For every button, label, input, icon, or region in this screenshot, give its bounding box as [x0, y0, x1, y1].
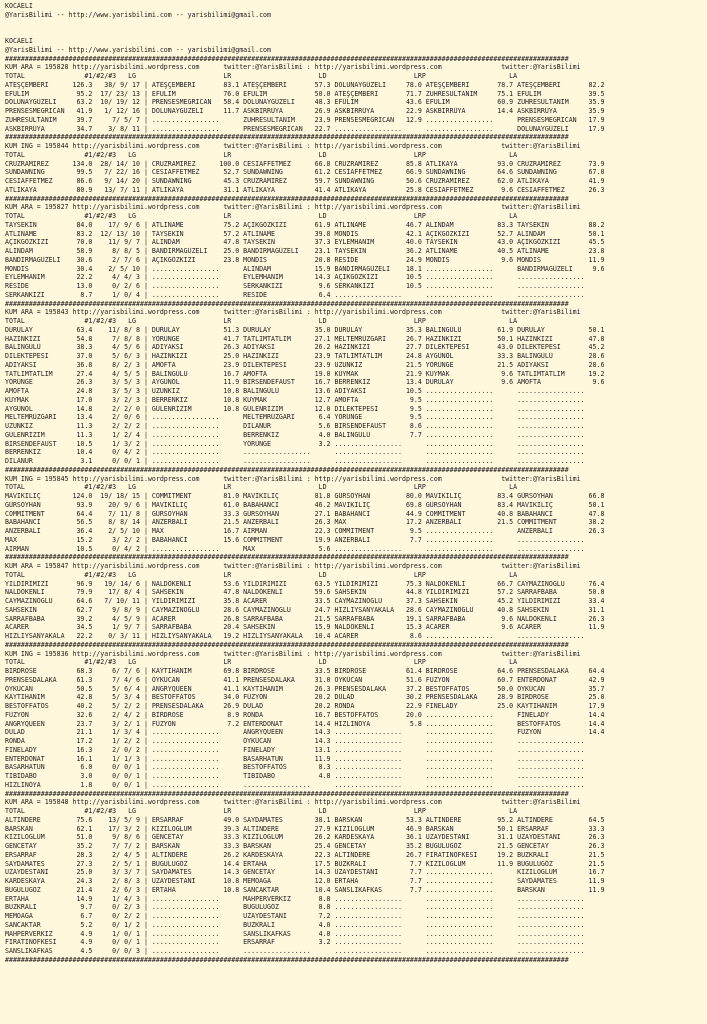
table-row: HIZLINOYA 1.8 0/ 0/ 1 | ................. ................. ................. ................. ................. [5, 780, 605, 789]
table-row: MELTEMRÜZGARI 13.4 2/ 0/ 6 | ................. MELTEMRÜZGARI 6.4 YÖRÜNGE 9.5 ................. ................. [5, 413, 605, 422]
table-row: MAVIKILIÇ 124.0 19/ 18/ 15 | COMMITMENT 81.0 MAVIKILIÇ 81.8 GÜRSOYHAN 80.0 MAVIKILIÇ 83.4 GÜRSOYHAN 66.8 [5, 492, 605, 500]
table-row: SAHSEKIN 62.7 9/ 8/ 9 | CAYMAZINOGLU 28.6 CAYMAZINOGLU 24.7 HIZLIYSANYAKALA 28.6 CAYMAZINOGLU 40.8 SAHSEKIN 31.1 [5, 605, 605, 614]
table-row: KARDESKAYA 24.3 2/ 8/ 3 | UZAYDESTANI 10.8 MEMOAGA 12.0 ERTAHA 7.7 ................. SAYDAMATES 11.9 [5, 877, 605, 885]
table-row: MAHPERVERKIZ 4.9 1/ 0/ 1 | ................. SANSLIKAFKAS 4.0 ................. ................. ................. [5, 929, 605, 938]
header-line: KOCAELI [5, 37, 33, 45]
table-row: ENTERDONAT 16.1 1/ 1/ 3 | ................. BASARHATUN 11.9 ................. ................. ................. [5, 754, 605, 763]
table-row: TIBIDABO 3.0 0/ 0/ 1 | ................. TIBIDABO 4.8 ................. ................. ................. [5, 772, 605, 780]
table-row: COMMITMENT 64.4 7/ 11/ 8 | GÜRSOYHAN 33.3 GÜRSOYHAN 27.1 BABAHANCI 44.9 COMMITMENT 40.8 BABAHANCI 47.8 [5, 509, 605, 518]
table-row: MONDIS 30.4 2/ 5/ 10 | ................. ALINDAM 15.9 BANDIRMAGÜZELI 18.1 ................. BANDIRMAGÜZELI 9.6 [5, 264, 605, 273]
table-row: ASKBIRRÜYA 34.7 3/ 8/ 11 | ................. PRENSESMEGRICAN 22.7 ................. ................. DOLUNAYGÜZELI 17.9 [5, 124, 605, 133]
table-row: SUNDAWNING 99.5 7/ 22/ 16 | CESIAFFETMEZ 52.7 SUNDAWNING 61.2 CESIAFFETMEZ 66.9 SUNDAWNING 64.6 SUNDAWNING 67.0 [5, 168, 605, 177]
table-row: ERSARRAF 28.3 2/ 4/ 5 | ALTINDERE 26.2 KARDESKAYA 22.3 ALTINDERE 26.7 FIRATINÖFKESI 19.2 BUZKRALI 21.5 [5, 850, 605, 859]
table-row: ALINDAM 58.9 8/ 8/ 5 | BANDIRMAGÜZELI 25.0 BANDIRMAGÜZELI 23.1 TAYSEKIN 36.2 ATLINAME 40.5 ATLINAME 23.8 [5, 247, 605, 255]
table-row: YÖRÜNGE 26.3 3/ 5/ 3 | AYGÜNÖL 11.9 BIRSENDEFAUST 16.7 BERRENKIZ 13.4 DURULAY 9.6 AMOFTA 9.6 [5, 378, 605, 387]
table-row: FIRATINÖFKESI 4.9 0/ 0/ 1 | ................. ERSARRAF 3.2 ................. ................. ................. [5, 938, 605, 947]
table-row: ÖYKÜCAN 50.5 5/ 6/ 4 | ANGRYQUEEN 41.1 KAYTIHANIM 26.3 PRENSESDALAKA 37.2 BESTOFFATOS 50.0 ÖYKÜCAN 35.7 [5, 684, 605, 693]
separator: ############################################################################################################################################## [5, 194, 569, 203]
table-row: ADIYAKSI 36.8 8/ 2/ 3 | AMOFTA 23.9 DILEKTEPESI 23.9 UZUNKIZ 21.5 YÖRÜNGE 21.5 ADIYAKSI 28.6 [5, 360, 605, 369]
table-row: BABAHANCI 56.5 8/ 8/ 14 | ANZERBALI 21.5 ANZERBALI 26.3 MAX 17.2 ANZERBALI 21.5 COMMITMENT 38.2 [5, 518, 605, 527]
race-title: KUM ARA = 195828 http://yarisbilimi.wordpress.com twitter:@YarisBilimi : http://yarisbilimi.wordpress.com twitter:@YarisBilimi [5, 63, 581, 72]
race-title: KUM ARA = 195843 http://yarisbilimi.wordpress.com twitter:@YarisBilimi : http://yarisbilimi.wordpress.com twitter:@YarisBilimi [5, 308, 581, 317]
race-title: KUM ARA = 195847 http://yarisbilimi.wordpress.com twitter:@YarisBilimi : http://yarisbilimi.wordpress.com twitter:@YarisBilimi [5, 562, 581, 570]
column-header: TOTAL #1/#2/#3 LG LR LD LRP LA [5, 483, 518, 492]
table-row: DILEKTEPESI 37.0 5/ 6/ 3 | HAZINKIZI 25.0 HAZINKIZI 23.9 TATLIMTATLIM 24.8 AYGÜNÖL 33.3 BALINGÜLÜ 28.6 [5, 352, 605, 360]
table-row: BASARHATUN 6.0 0/ 0/ 1 | ................. BESTOFFATOS 8.3 ................. ................. ................. [5, 763, 605, 772]
table-row: MEMOAGA 6.7 0/ 2/ 2 | ................. UZAYDESTANI 7.2 ................. ................. ................. [5, 912, 605, 920]
separator: ############################################################################################################################################## [5, 955, 569, 964]
header-line: @YarisBilimi -- http://www.yarisbilimi.com -- yarisbilimi@gmail.com [5, 10, 271, 19]
table-row: ALTINDERE 75.6 13/ 5/ 9 | ERSARRAF 49.0 SAYDAMATES 38.1 BARSKAN 53.3 ALTINDERE 95.2 ALTINDERE 64.5 [5, 815, 605, 824]
separator: ############################################################################################################################################## [5, 789, 569, 798]
table-row: DULAD 21.1 1/ 3/ 4 | ................. ANGRYQUEEN 14.3 ................. ................. FÜZYON 14.4 [5, 728, 605, 737]
table-row: EFULIM 95.2 17/ 23/ 13 | EFULIM 76.0 EFULIM 50.0 ATEŞÇEMBERI 71.7 ZUHRESULTANIM 75.1 EFULIM 39.5 [5, 89, 605, 98]
race-title: KUM ARA = 195827 http://yarisbilimi.wordpress.com twitter:@YarisBilimi : http://yarisbilimi.wordpress.com twitter:@YarisBilimi [5, 203, 581, 212]
table-row: CRUZRAMIREZ 134.0 28/ 14/ 10 | CRUZRAMIREZ 100.0 CESIAFFETMEZ 66.8 CRUZRAMIREZ 85.8 ATLIKAYA 93.0 CRUZRAMIREZ 73.9 [5, 159, 605, 168]
table-row: GÜRSOYHAN 93.9 20/ 9/ 6 | MAVIKILIÇ 61.0 BABAHANCI 46.2 MAVIKILIÇ 69.8 GÜRSOYHAN 83.4 MAVIKILIÇ 50.1 [5, 500, 605, 509]
table-row: SANSLIKAFKAS 4.5 0/ 0/ 3 | ................. ................. ................. ................. ................. [5, 947, 605, 955]
table-row: CAYMAZINOGLU 64.6 7/ 10/ 11 | YILDIRIMIZI 35.8 ACARER 33.5 CAYMAZINOGLU 37.3 SAHSEKIN 45.2 YILDIRIMIZI 33.4 [5, 597, 605, 605]
table-row: ACARER 34.5 1/ 9/ 7 | SARRAFBABA 20.4 SAHSEKIN 15.9 NALDÖKENLI 15.3 ACARER 9.6 ACARER 11.9 [5, 623, 605, 632]
table-row: MAX 15.2 3/ 2/ 2 | BABAHANCI 15.6 COMMITMENT 19.9 ANZERBALI 7.7 ................. ................. [5, 535, 605, 544]
column-header: TOTAL #1/#2/#3 LG LR LD LRP LA [5, 658, 518, 667]
separator: ############################################################################################################################################## [5, 54, 569, 63]
table-row: ZUHRESULTANIM 39.7 7/ 5/ 7 | ................. ZUHRESULTANIM 23.9 PRENSESMEGRICAN 12.9 ................. PRENSESMEGRICAN 17.9 [5, 115, 605, 124]
table-row: BANDIRMAGÜZELI 30.6 2/ 7/ 6 | AÇIKGÖZKIZI 23.8 MONDIS 20.8 RESIDE 24.9 MONDIS 9.6 MONDIS 11.9 [5, 255, 605, 264]
separator: ############################################################################################################################################## [5, 553, 569, 562]
table-row: DILANUR 3.1 0/ 0/ 1 | ................. ................. ................. ................. ................. [5, 457, 605, 465]
column-header: TOTAL #1/#2/#3 LG LR LD LRP LA [5, 150, 518, 159]
table-row: FÜZYON 32.6 2/ 4/ 2 | BIRDROSE 8.9 RONDA 16.7 BESTOFFATOS 20.0 ................. FINELADY 14.4 [5, 710, 605, 719]
table-row: NALDÖKENLI 79.9 17/ 8/ 4 | SAHSEKIN 47.8 NALDÖKENLI 59.6 SAHSEKIN 44.8 YILDIRIMIZI 57.2 SARRAFBABA 50.0 [5, 588, 605, 597]
separator: ############################################################################################################################################## [5, 465, 569, 474]
separator: ############################################################################################################################################## [5, 640, 569, 649]
table-row: GENCETAY 35.2 7/ 7/ 2 | BARSKAN 33.3 BARSKAN 25.4 GENCETAY 35.2 BUGULUGÖZ 21.5 GENCETAY 26.3 [5, 842, 605, 850]
table-row: ATLIKAYA 80.9 13/ 7/ 11 | ATLIKAYA 31.1 ATLIKAYA 41.4 ATLIKAYA 25.8 CESIAFFETMEZ 9.6 CESIAFFETMEZ 26.3 [5, 185, 605, 194]
column-header: TOTAL #1/#2/#3 LG LR LD LRP LA [5, 570, 518, 579]
table-row: SANCAKTAR 5.2 0/ 1/ 2 | ................. BUZKRALI 4.0 ................. ................. ................. [5, 920, 605, 929]
table-row: KUYMAK 17.0 3/ 2/ 3 | BERRENKIZ 10.8 KUYMAK 12.7 AMOFTA 9.5 ................. ................. [5, 395, 605, 404]
table-row: AYGÜNÖL 14.8 2/ 2/ 0 | GÜLENRIZIM 10.8 GÜLENRIZIM 12.0 DILEKTEPESI 9.5 ................. ................. [5, 404, 605, 413]
table-row: AIRMAN 10.5 0/ 4/ 2 | ................. MAX 5.6 ................. ................. ................. [5, 544, 605, 553]
table-row: GÜLENRIZIM 11.3 1/ 2/ 4 | ................. BERRENKIZ 4.0 BALINGÜLÜ 7.7 ................. ................. [5, 430, 605, 439]
table-row: ANZERBALI 36.4 2/ 5/ 10 | MAX 16.7 AIRMAN 22.3 COMMITMENT 9.5 ................. ANZERBALI 26.3 [5, 527, 605, 535]
column-header: TOTAL #1/#2/#3 LG LR LD LRP LA [5, 807, 518, 815]
table-row: DOLUNAYGÜZELI 63.2 10/ 19/ 12 | PRENSESMEGRICAN 58.4 DOLUNAYGÜZELI 48.3 EFULIM 43.6 EFULIM 60.9 ZUHRESULTANIM 35.9 [5, 98, 605, 107]
table-row: SARRAFBABA 39.2 4/ 5/ 9 | ACARER 26.8 SARRAFBABA 21.5 SARRAFBABA 19.1 SARRAFBABA 9.6 NALDÖKENLI 26.3 [5, 614, 605, 623]
race-title: KUM ING = 195844 http://yarisbilimi.wordpress.com twitter:@YarisBilimi : http://yarisbilimi.wordpress.com twitter:@YarisBilimi [5, 142, 581, 150]
race-title: KUM ING = 195836 http://yarisbilimi.wordpress.com twitter:@YarisBilimi : http://yarisbilimi.wordpress.com twitter:@YarisBilimi [5, 649, 581, 658]
table-row: TAYSEKIN 84.0 17/ 9/ 6 | ATLINAME 75.2 AÇIKGÖZKIZI 61.9 ATLINAME 46.7 ALINDAM 83.3 TAYSEKIN 88.2 [5, 220, 605, 229]
table-row: YILDIRIMIZI 96.9 19/ 14/ 6 | NALDÖKENLI 53.6 YILDIRIMIZI 63.5 YILDIRIMIZI 75.3 NALDÖKENLI 66.7 CAYMAZINOGLU 76.4 [5, 579, 605, 588]
table-row: ANGRYQUEEN 23.7 3/ 2/ 1 | FÜZYON 7.2 ENTERDONAT 14.4 HIZLINOYA 5.8 ................. BESTOFFATOS 14.4 [5, 719, 605, 728]
column-header: TOTAL #1/#2/#3 LG LR LD LRP LA [5, 212, 518, 220]
table-row: BUGULUGÖZ 21.4 2/ 6/ 3 | ERTAHA 10.8 SANCAKTAR 10.4 SANSLIKAFKAS 7.7 ................. BARSKAN 11.9 [5, 885, 605, 894]
table-row: BESTOFFATOS 40.2 5/ 2/ 2 | PRENSESDALAKA 26.9 DULAD 20.2 RONDA 22.9 FINELADY 25.0 KAYTIHANIM 17.9 [5, 702, 605, 710]
table-row: UZAYDESTANI 25.0 3/ 3/ 7 | SAYDAMATES 14.3 GENCETAY 14.3 UZAYDESTANI 7.7 ................. KIZILOGLUM 16.7 [5, 868, 605, 877]
table-row: AÇIKGÖZKIZI 70.0 11/ 9/ 7 | ALINDAM 47.8 TAYSEKIN 37.3 EYLEMHANIM 40.0 TAYSEKIN 43.0 AÇIKGÖZKIZI 45.5 [5, 238, 605, 247]
table-row: AMOFTA 24.8 3/ 5/ 3 | UZUNKIZ 10.8 BALINGÜLÜ 13.6 ADIYAKSI 10.5 ................. ................. [5, 387, 605, 395]
table-row: ATLINAME 83.2 12/ 13/ 10 | TAYSEKIN 57.2 ATLINAME 39.8 MONDIS 42.1 AÇIKGÖZKIZI 52.7 ALINDAM 50.1 [5, 229, 605, 238]
table-row: TATLIMTATLIM 27.4 4/ 5/ 5 | BALINGÜLÜ 16.7 AMOFTA 19.0 KUYMAK 21.9 KUYMAK 9.6 TATLIMTATLIM 19.2 [5, 369, 605, 378]
table-row: PRENSESMEGRICAN 41.9 1/ 12/ 16 | DOLUNAYGÜZELI 11.7 ASKBIRRÜYA 26.9 ASKBIRRÜYA 22.9 ASKBIRRÜYA 14.4 ASKBIRRÜYA 35.9 [5, 107, 605, 115]
table-row: BUZKRALI 9.7 0/ 2/ 3 | ................. BUGULUGÖZ 8.8 ................. ................. ................. [5, 903, 605, 912]
separator: ############################################################################################################################################## [5, 133, 569, 142]
table-row: EYLEMHANIM 22.2 4/ 4/ 3 | ................. EYLEMHANIM 14.3 AÇIKGÖZKIZI 10.5 ................. ................. [5, 273, 605, 282]
table-row: BIRSENDEFAUST 10.5 1/ 3/ 2 | ................. YÖRÜNGE 3.2 ................. ................. ................. [5, 439, 605, 448]
table-row: SERKANKIZI 8.7 1/ 0/ 4 | ................. RESIDE 6.4 ................. ................. ................. [5, 290, 605, 299]
race-title: KUM ING = 195845 http://yarisbilimi.wordpress.com twitter:@YarisBilimi : http://yarisbilimi.wordpress.com twitter:@YarisBilimi [5, 474, 581, 483]
table-row: PRENSESDALAKA 61.3 7/ 4/ 6 | ÖYKÜCAN 41.1 PRENSESDALAKA 31.0 ÖYKÜCAN 51.6 FÜZYON 60.7 ENTERDONAT 42.9 [5, 675, 605, 684]
header-line: KOCAELI [5, 2, 33, 10]
header-line: @YarisBilimi -- http://www.yarisbilimi.com -- yarisbilimi@gmail.com [5, 45, 271, 54]
table-row: RONDA 17.2 1/ 2/ 2 | ................. ÖYKÜCAN 14.3 ................. ................. ................. [5, 737, 605, 745]
table-row: CESIAFFETMEZ 86.6 9/ 14/ 20 | SUNDAWNING 45.3 CRUZRAMIREZ 59.7 SUNDAWNING 50.6 CRUZRAMIREZ 62.0 ATLIKAYA 41.9 [5, 177, 605, 185]
table-row: BERRENKIZ 10.4 0/ 4/ 2 | ................. ................. ................. ................. ................. [5, 448, 605, 457]
race-title: KUM ARA = 195848 http://yarisbilimi.wordpress.com twitter:@YarisBilimi : http://yarisbilimi.wordpress.com twitter:@YarisBilimi [5, 798, 581, 807]
table-row: SAYDAMATES 27.3 2/ 5/ 1 | BUGULUGÖZ 14.4 ERTAHA 17.5 BUZKRALI 7.7 KIZILOGLUM 11.9 BUGULUGÖZ 21.5 [5, 859, 605, 868]
table-row: BALINGÜLÜ 38.3 4/ 5/ 6 | ADIYAKSI 26.3 ADIYAKSI 26.2 HAZINKIZI 27.7 DILEKTEPESI 43.0 DILEKTEPESI 45.2 [5, 343, 605, 352]
table-row: KIZILOGLUM 51.0 9/ 8/ 6 | GENCETAY 33.3 KIZILOGLUM 26.2 KARDESKAYA 36.1 UZAYDESTANI 31.1 UZAYDESTANI 26.3 [5, 833, 605, 842]
column-header: TOTAL #1/#2/#3 LG LR LD LRP LA [5, 72, 518, 80]
table-row: BIRDROSE 68.3 6/ 7/ 6 | KAYTIHANIM 69.8 BIRDROSE 33.5 BIRDROSE 61.4 BIRDROSE 64.6 PRENSESDALAKA 64.4 [5, 667, 605, 675]
table-row: RESIDE 13.0 0/ 2/ 6 | ................. SERKANKIZI 9.6 SERKANKIZI 10.5 ................. ................. [5, 282, 605, 290]
separator: ############################################################################################################################################## [5, 299, 569, 308]
table-row: FINELADY 16.3 2/ 0/ 2 | ................. FINELADY 13.1 ................. ................. ................. [5, 745, 605, 754]
table-row: ATEŞÇEMBERI 126.3 38/ 9/ 17 | ATEŞÇEMBERI 83.1 ATEŞÇEMBERI 57.3 DOLUNAYGÜZELI 78.0 ATEŞÇEMBERI 78.7 ATEŞÇEMBERI 82.2 [5, 80, 605, 89]
table-row: BARSKAN 62.1 17/ 3/ 2 | KIZILOGLUM 39.3 ALTINDERE 27.9 KIZILOGLUM 46.9 BARSKAN 50.1 ERSARRAF 33.3 [5, 824, 605, 833]
column-header: TOTAL #1/#2/#3 LG LR LD LRP LA [5, 317, 518, 325]
table-row: DURULAY 63.4 11/ 8/ 8 | DURULAY 51.3 DURULAY 35.0 DURULAY 35.3 BALINGÜLÜ 61.9 DURULAY 50.1 [5, 325, 605, 334]
table-row: UZUNKIZ 11.3 2/ 2/ 2 | ................. DILANUR 5.6 BIRSENDEFAUST 8.6 ................. ................. [5, 422, 605, 430]
table-row: KAYTIHANIM 42.8 5/ 3/ 4 | BESTOFFATOS 34.0 FÜZYON 20.2 DULAD 30.2 PRENSESDALAKA 28.9 BIRDROSE 25.0 [5, 693, 605, 702]
table-row: HIZLIYSANYAKALA 22.2 0/ 3/ 11 | HIZLIYSANYAKALA 19.2 HIZLIYSANYAKALA 10.4 ACARER 8.6 ................. ................. [5, 632, 605, 640]
table-row: ERTAHA 14.9 1/ 4/ 3 | ................. MAHPERVERKIZ 8.8 ................. ................. ................. [5, 894, 605, 903]
table-row: HAZINKIZI 54.8 7/ 8/ 8 | YÖRÜNGE 41.7 TATLIMTATLIM 27.1 MELTEMRÜZGARI 26.7 HAZINKIZI 50.1 HAZINKIZI 47.8 [5, 334, 605, 343]
